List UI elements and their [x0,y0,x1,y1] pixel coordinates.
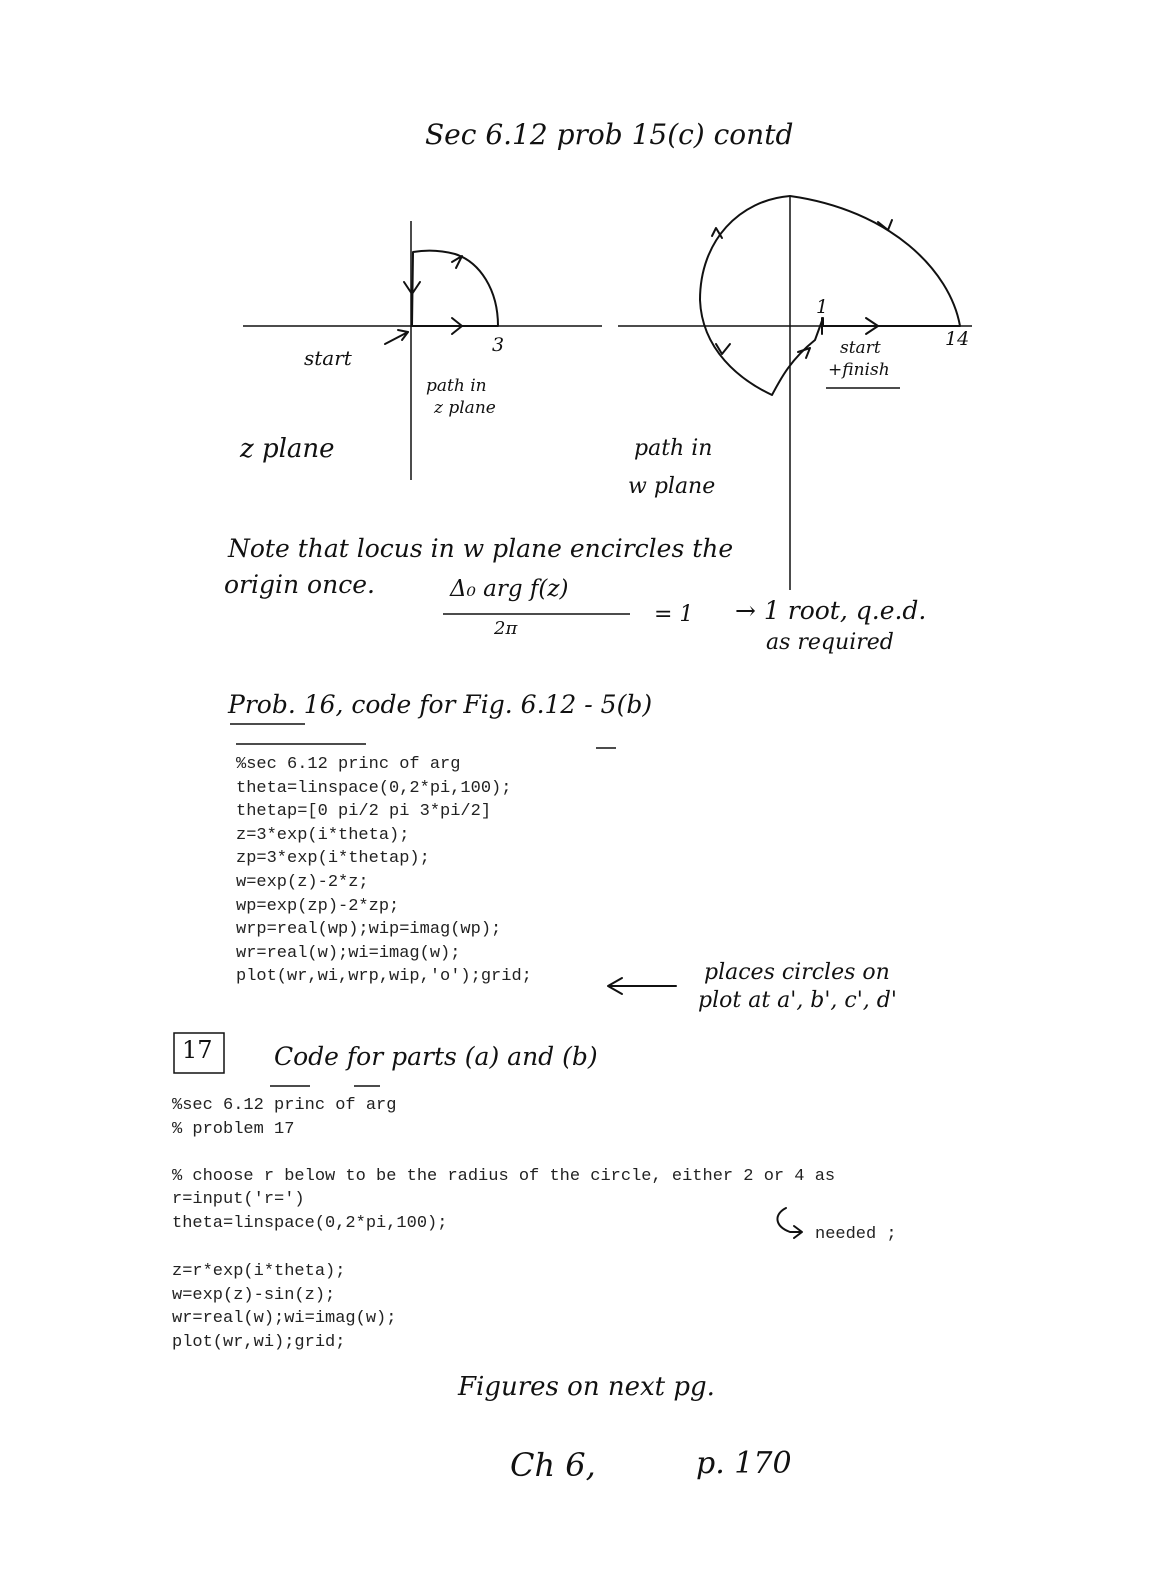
page-number: p. 170 [696,1446,792,1481]
page-title: Sec 6.12 prob 15(c) contd [425,118,794,151]
w-finish-label: +finish [828,360,890,380]
fraction-equals: = 1 [654,602,694,627]
w-tick-1: 1 [816,296,829,318]
code-line: wp=exp(zp)-2*zp; [236,896,400,916]
code-line: wrp=real(wp);wip=imag(wp); [236,920,502,940]
prob16-code [236,753,532,989]
code-line: w=exp(z)-2*z; [236,872,369,892]
code-line: z=r*exp(i*theta); [172,1262,346,1281]
code-line: %sec 6.12 princ of arg [236,755,461,774]
prob17-code-b [172,1260,396,1354]
z-plane-label: z plane [240,434,335,464]
needed-label: needed ; [815,1225,897,1244]
w-path-label-2: w plane [628,474,716,499]
code-line: r=input('r=') [172,1190,305,1210]
code-line: zp=3*exp(i*thetap); [236,849,430,869]
code-line: % problem 17 [172,1119,295,1139]
note-result: → 1 root, q.e.d. [735,596,927,625]
code-line: w=exp(z)-sin(z); [172,1285,336,1305]
code-line: z=3*exp(i*theta); [236,825,410,845]
z-plane-path [412,251,498,326]
chapter-label: Ch 6, [510,1446,596,1484]
note-as-required: as required [766,630,894,655]
note-line-1: Note that locus in w plane encircles the [228,534,734,563]
code-line: % choose r below to be the radius of the circle, either 2 or 4 as [172,1166,836,1186]
w-path-label-1: path in [634,436,713,461]
z-tick-3: 3 [492,334,505,356]
prob17-code-a [172,1094,835,1236]
z-path-arrow-arc [452,256,462,268]
code-line: wr=real(w);wi=imag(w); [236,943,461,963]
z-path-label-1: path in [426,376,487,396]
z-start-label: start [304,346,352,370]
prob17-box-label: 17 [182,1036,213,1064]
prob17-heading: Code for parts (a) and (b) [274,1042,598,1071]
code-line: plot(wr,wi);grid; [172,1332,346,1352]
w-start-label: start [840,338,881,358]
code-line: wr=real(w);wi=imag(w); [172,1309,397,1329]
z-path-label-2: z plane [434,398,496,418]
code-line: %sec 6.12 princ of arg [172,1096,397,1115]
w-tick-14: 14 [945,328,970,350]
note-line-2: origin once. [224,570,375,599]
prob16-annotation-1: places circles on [704,960,890,985]
prob16-annotation-2: plot at a', b', c', d' [698,988,897,1013]
code-line: theta=linspace(0,2*pi,100); [236,778,512,798]
prob16-heading: Prob. 16, code for Fig. 6.12 - 5(b) [228,690,653,719]
fraction-numerator: Δ₀ arg f(z) [450,576,569,602]
code-line: plot(wr,wi,wrp,wip,'o');grid; [236,967,532,987]
fraction-denominator: 2π [494,618,518,639]
code-line: thetap=[0 pi/2 pi 3*pi/2] [236,802,492,822]
next-page-note: Figures on next pg. [458,1372,715,1402]
code-line: theta=linspace(0,2*pi,100); [172,1213,448,1233]
